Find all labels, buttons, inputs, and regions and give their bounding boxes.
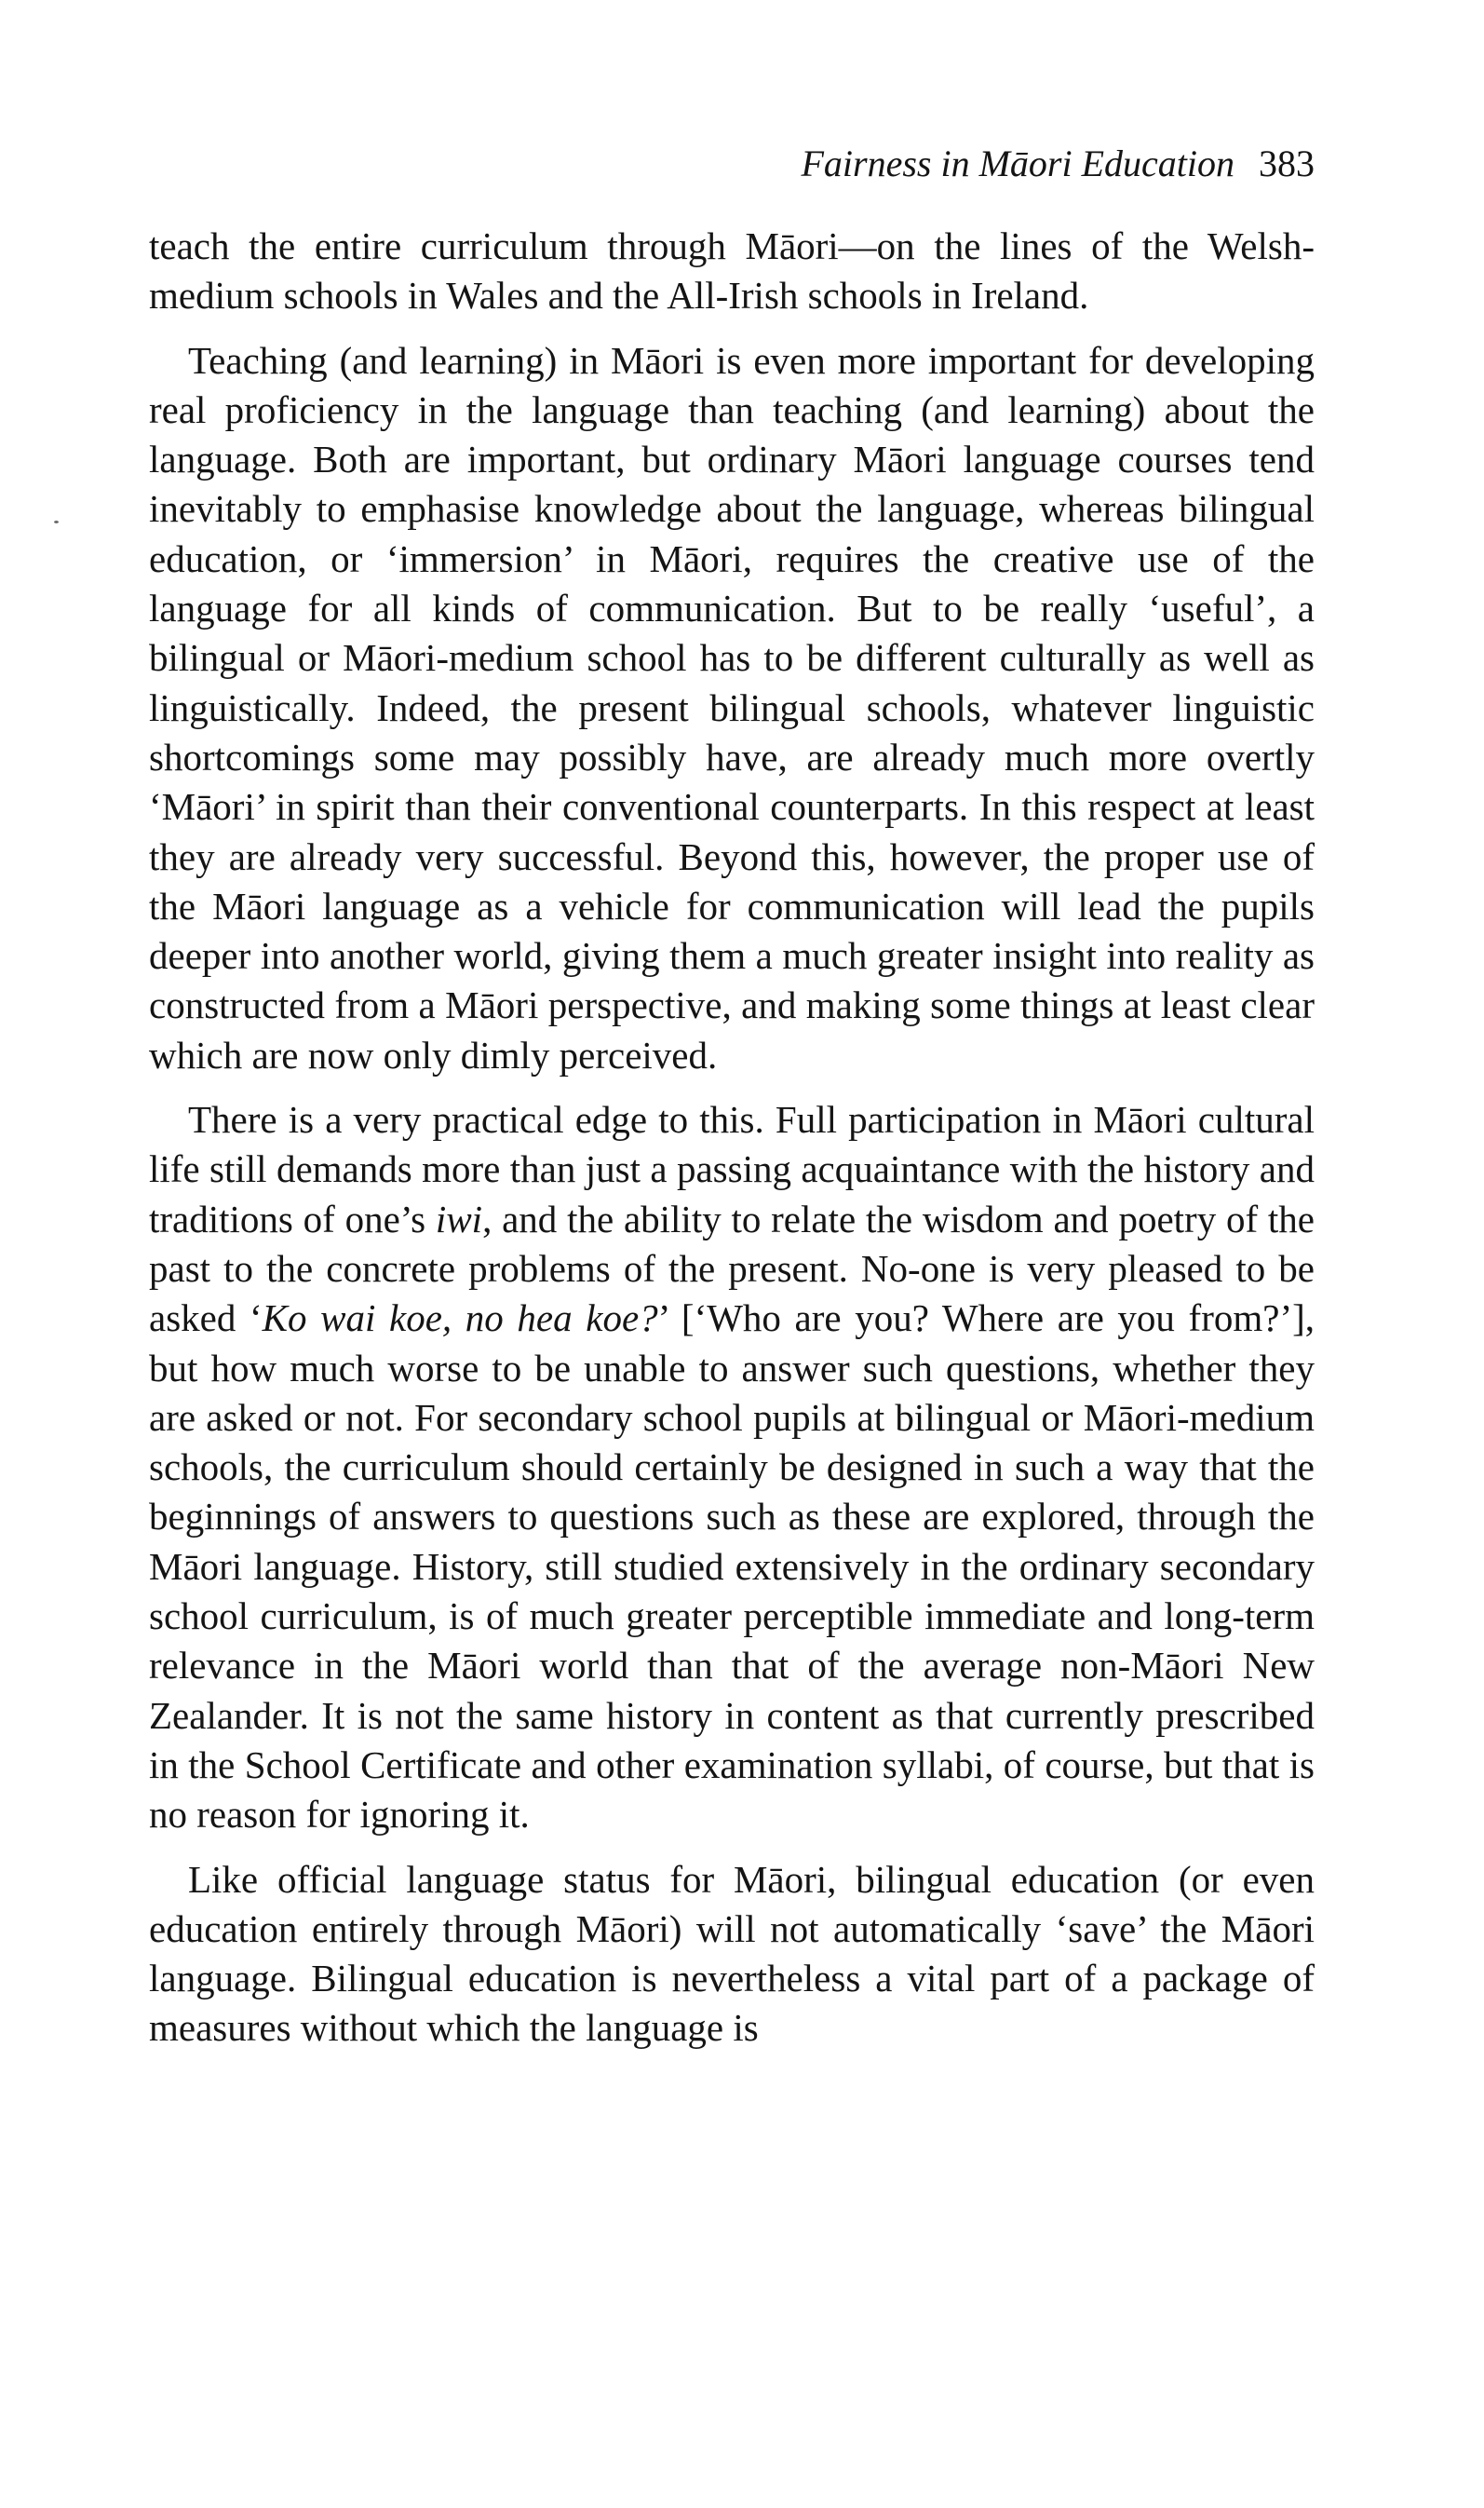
margin-speck	[54, 521, 59, 523]
paragraph-continuation: teach the entire curriculum through Māori—on the lines of the Welsh-medium schools in Wales and the All-Irish schools in Ireland.	[149, 224, 1315, 318]
paragraph-text-segment: , and the ability to relate the wisdom and poetry of the past to the concrete problems of the present. No-one is very pleased to be asked ‘	[149, 1197, 1315, 1340]
italic-term-iwi: iwi	[435, 1197, 483, 1240]
body-text	[149, 222, 1315, 2054]
running-head-title: Fairness in Māori Education	[801, 142, 1234, 184]
paragraph-text-segment: ’ [‘Who are you? Where are you from?’], but how much worse to be unable to answer such questions, whether they are asked or not. For secondary school pupils at bilingual or Māori-medium schools, the curriculum should certainly be designed in such a way that the beginnings of answers to questions such as these are explored, through the Māori language. History, still studied extensively in the ordinary secondary school curriculum, is of much greater perceptible immediate and long-term relevance in the Māori world than that of the average non-Māori New Zealander. It is not the same history in content as that currently prescribed in the School Certificate and other examination syllabi, of course, but that is no reason for ignoring it.	[149, 1296, 1315, 1837]
page-number: 383	[1259, 142, 1315, 184]
paragraph-practical-edge	[149, 1095, 1315, 1839]
running-head	[149, 140, 1315, 188]
paragraph-text-segment: There is a very practical edge to this. Full participation in Māori cultural life still demands more than just a passing acquaintance with the history and traditions of one’s	[149, 1098, 1315, 1240]
paragraph-official-status: Like official language status for Māori, bilingual education (or even education entirely through Māori) will not automatically ‘save’ the Māori language. Bilingual education is nevertheless a vital part of a package of measures without which the language is	[149, 1857, 1315, 2050]
italic-quote-maori: Ko wai koe, no hea koe?	[262, 1296, 658, 1340]
paragraph-teaching: Teaching (and learning) in Māori is even more important for developing real proficiency in the language than teaching (and learning) about the language. Both are important, but ordinary Māori language courses tend inevitably to emphasise knowledge about the language, whereas bilingual education, or ‘immersion’ in Māori, requires the creative use of the language for all kinds of communication. But to be really ‘useful’, a bilingual or Māori-medium school has to be different culturally as well as linguistically. Indeed, the present bilingual schools, whatever linguistic shortcomings some may possibly have, are already much more overtly ‘Māori’ in spirit than their conventional counterparts. In this respect at least they are already very successful. Beyond this, however, the proper use of the Māori language as a vehicle for communication will lead the pupils deeper into another world, giving them a much greater insight into reality as constructed from a Māori perspective, and making some things at least clear which are now only dimly perceived.	[149, 338, 1315, 1077]
